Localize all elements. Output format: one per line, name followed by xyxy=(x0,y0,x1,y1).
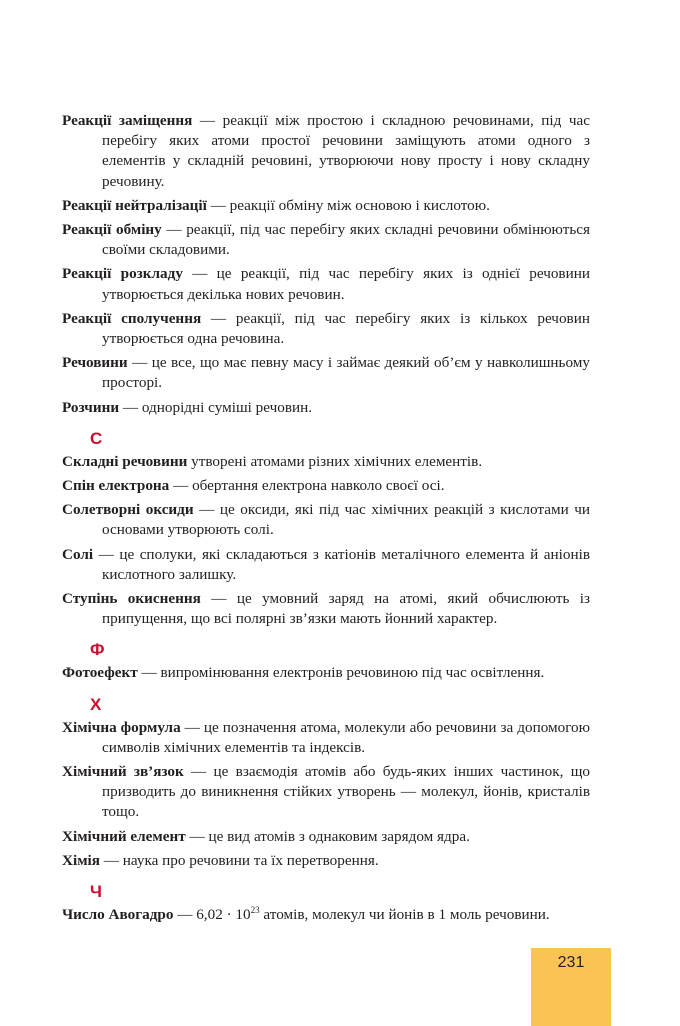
entry-definition: — наука про речовини та їх перетворення. xyxy=(99,851,379,869)
entry-definition: — це все, що має певну масу і займає деякий об’єм у навколишньому просторі. xyxy=(102,354,590,392)
glossary-entry xyxy=(62,264,590,304)
entry-definition: — це реакції, під час перебігу яких із однієї речовини утворюється декілька нових речовин. xyxy=(102,265,590,303)
entry-definition: — однорідні суміші речовин. xyxy=(119,398,313,416)
entry-term: Хімічний зв’язок xyxy=(62,763,184,781)
glossary-entry xyxy=(62,545,590,585)
entry-term: Ступінь окиснення xyxy=(62,590,201,608)
exponent: 23 xyxy=(250,905,260,916)
glossary-entry xyxy=(62,589,590,629)
entry-definition: — це оксиди, які під час хімічних реакцій з кислотами чи основами утворюють солі. xyxy=(102,501,590,539)
entry-term: Реакції сполучення xyxy=(62,309,202,327)
entry-term: Хімія xyxy=(62,851,100,869)
glossary-entry xyxy=(62,398,590,418)
page-number-tab xyxy=(531,948,611,1026)
entry-definition: — це взаємодія атомів або будь-яких інших частинок, що призводить до виникнення стійких утворень — молекул, йонів, кристалів тощо. xyxy=(102,763,590,821)
entry-definition-rest: атомів, молекул чи йонів в 1 моль речовини. xyxy=(259,906,550,924)
entry-definition: — випромінювання електронів речовиною під час освітлення. xyxy=(137,664,545,682)
entry-term: Реакції нейтралізації xyxy=(62,196,207,214)
entry-term: Складні речовини xyxy=(62,452,188,470)
section-letter-s: С xyxy=(90,428,103,448)
section-letter-ch: Ч xyxy=(90,882,102,902)
entry-term: Число Авогадро xyxy=(62,906,174,924)
glossary-entry xyxy=(62,111,590,192)
glossary-entry xyxy=(62,476,590,496)
entry-term: Речовини xyxy=(62,354,128,372)
entry-term: Спін електрона xyxy=(62,477,170,495)
glossary-entry xyxy=(62,353,590,393)
entry-definition: — це сполуки, які складаються з катіонів металічного елемента й аніонів кислотного залишку. xyxy=(93,545,590,583)
entry-definition: — реакції між простою і складною речовинами, під час перебігу яких атоми простої речовини заміщують атоми одного з елементів у складній речовині, утворюючи нову просту і нову складну речовину. xyxy=(102,112,590,190)
entry-definition: — це позначення атома, молекули або речовини за допомогою символів хімічних елементів та індексів. xyxy=(102,718,591,756)
glossary-entry xyxy=(62,762,590,823)
entry-term: Реакції розкладу xyxy=(62,265,183,283)
entry-term: Реакції заміщення xyxy=(62,112,193,129)
entry-definition: — реакції, під час перебігу яких складні речовини обмінюються своїми складовими. xyxy=(102,221,590,259)
glossary-entry xyxy=(62,827,590,847)
entry-term: Солетворні оксиди xyxy=(62,501,194,519)
glossary-entry xyxy=(62,718,590,758)
entry-term: Фотоефект xyxy=(62,664,138,682)
glossary-entry xyxy=(62,663,590,683)
entry-definition: — обертання електрона навколо своєї осі. xyxy=(169,477,445,495)
glossary-entry xyxy=(62,500,590,540)
entry-definition: — це умовний заряд на атомі, який обчислюють із припущення, що всі полярні зв’язки мають йонний характер. xyxy=(102,590,591,628)
glossary-entry xyxy=(62,452,590,472)
entry-definition: — 6,02 · 10 xyxy=(173,906,251,924)
entry-term: Розчини xyxy=(62,398,120,416)
glossary-entry xyxy=(62,309,590,349)
entry-term: Реакції обміну xyxy=(62,221,162,239)
page-number: 231 xyxy=(557,954,585,971)
glossary-entry xyxy=(62,220,590,260)
section-letter-kh: Х xyxy=(90,694,102,714)
entry-term: Хімічний елемент xyxy=(62,827,186,845)
entry-term: Солі xyxy=(62,545,94,563)
entry-definition: — реакції, під час перебігу яких із кількох речовин утворюється одна речовина. xyxy=(102,309,590,348)
entry-definition: — це вид атомів з однаковим зарядом ядра. xyxy=(185,827,470,845)
glossary-entry xyxy=(62,196,590,216)
entry-term: Хімічна формула xyxy=(62,718,181,736)
glossary-entry xyxy=(62,905,590,925)
glossary-entry xyxy=(62,851,590,871)
section-letter-f: Ф xyxy=(90,640,105,660)
glossary xyxy=(62,111,590,929)
entry-definition: утворені атомами різних хімічних елементів. xyxy=(187,452,483,470)
entry-definition: — реакції обміну між основою і кислотою. xyxy=(206,196,490,214)
